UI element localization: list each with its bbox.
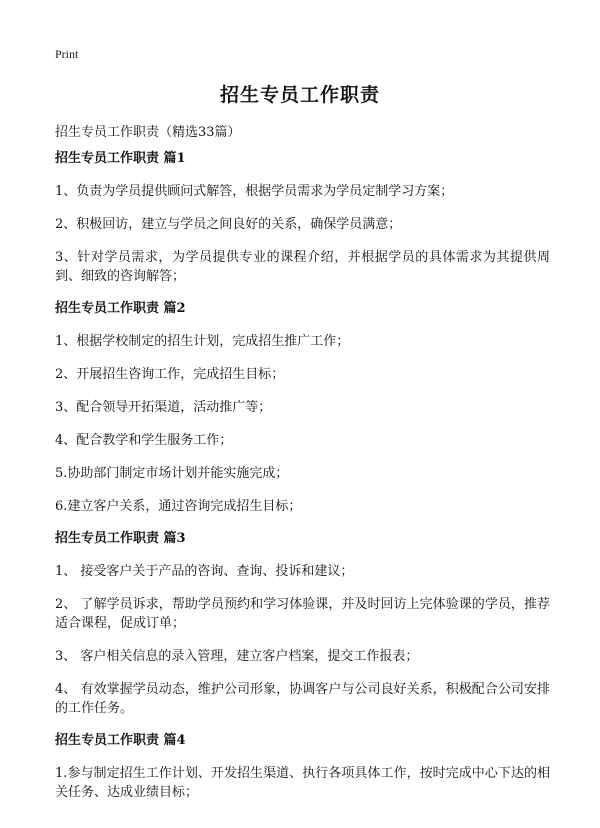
list-item: 1、 接受客户关于产品的咨询、查询、投诉和建议；: [55, 564, 354, 579]
list-item: 6.建立客户关系，通过咨询完成招生目标；: [55, 499, 302, 514]
document-body: [55, 150, 550, 816]
print-label: Print: [55, 47, 79, 61]
section-heading-3: 招生专员工作职责 篇3: [55, 531, 186, 546]
section-heading-2: 招生专员工作职责 篇2: [55, 301, 186, 316]
list-item: 3、配合领导开拓渠道，活动推广等；: [55, 400, 272, 415]
list-item: 3、 客户相关信息的录入管理，建立客户档案，提交工作报表；: [55, 649, 419, 664]
list-item: 3、针对学员需求，为学员提供专业的课程介绍，并根据学员的具体需求为其提供周到、细致的咨询解答；: [55, 250, 550, 284]
list-item: 1、根据学校制定的招生计划，完成招生推广工作；: [55, 334, 350, 349]
section-heading-1: 招生专员工作职责 篇1: [55, 151, 186, 166]
document-subtitle: 招生专员工作职责（精选33篇）: [55, 125, 241, 140]
list-item: 2、开展招生咨询工作，完成招生目标；: [55, 367, 285, 382]
document-title: 招生专员工作职责: [219, 84, 380, 106]
list-item: 5.协助部门制定市场计划并能实施完成；: [55, 466, 289, 481]
list-item: 1、负责为学员提供顾问式解答，根据学员需求为学员定制学习方案；: [55, 184, 454, 199]
list-item: 4、 有效掌握学员动态，维护公司形象，协调客户与公司良好关系，积极配合公司安排的工作任务。: [55, 682, 550, 716]
list-item: 2、 了解学员诉求，帮助学员预约和学习体验课，并及时回访上完体验课的学员，推荐适合课程，促成订单；: [55, 597, 550, 631]
list-item: 2、积极回访，建立与学员之间良好的关系，确保学员满意；: [55, 217, 402, 232]
list-item: 4、配合教学和学生服务工作；: [55, 433, 233, 448]
section-heading-4: 招生专员工作职责 篇4: [55, 733, 186, 748]
list-item: 1.参与制定招生工作计划、开发招生渠道、执行各项具体工作，按时完成中心下达的相关任务、达成业绩目标；: [55, 766, 550, 800]
